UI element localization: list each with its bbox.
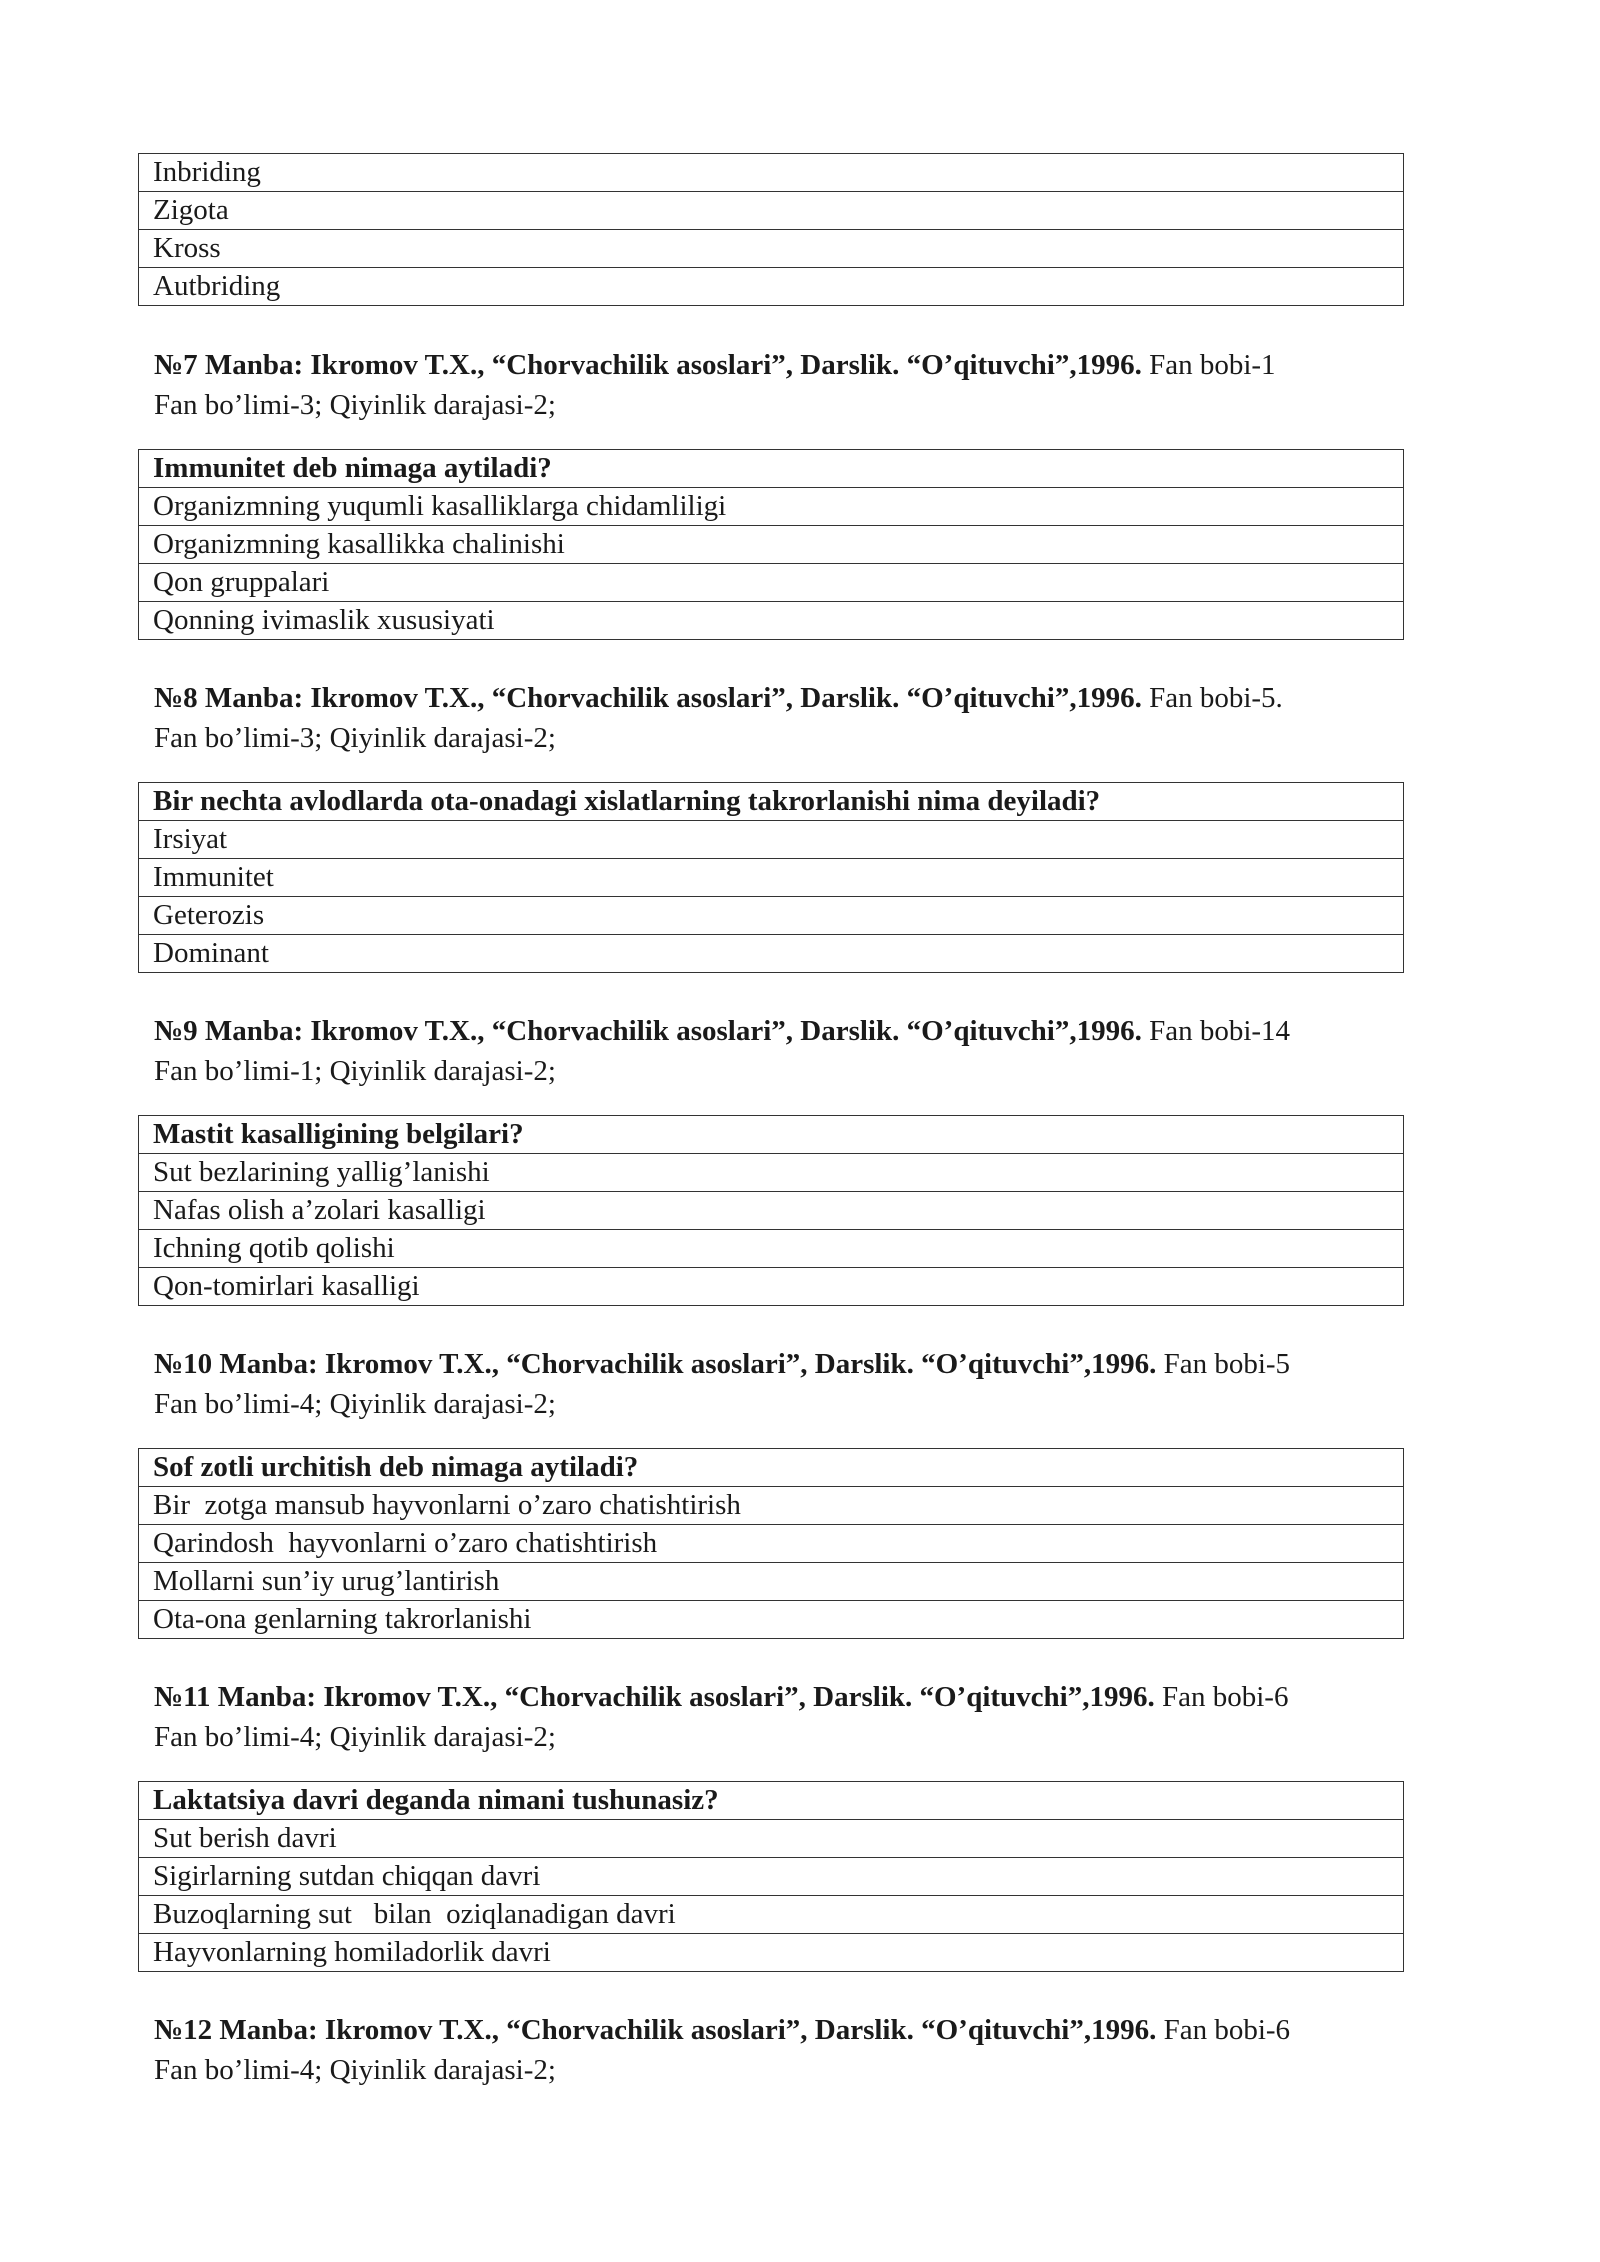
answer-option: Qarindosh hayvonlarni o’zaro chatishtirish (139, 1525, 1404, 1563)
table-row (139, 192, 1404, 230)
table-row (139, 935, 1404, 973)
question-text: Laktatsiya davri deganda nimani tushunasiz? (139, 1782, 1404, 1820)
table-row (139, 1782, 1404, 1820)
table-row (139, 821, 1404, 859)
table-row (139, 1487, 1404, 1525)
source-reference: №7 Manba: Ikromov T.X., “Chorvachilik asoslari”, Darslik. “O’qituvchi”,1996. (154, 349, 1142, 381)
table-row (139, 1896, 1404, 1934)
table-row (139, 783, 1404, 821)
answer-option: Geterozis (139, 897, 1404, 935)
table-row (139, 488, 1404, 526)
table-row (139, 1154, 1404, 1192)
section-details: Fan bo’limi-4; Qiyinlik darajasi-2; (154, 1388, 556, 1420)
table-row (139, 564, 1404, 602)
table-row (139, 526, 1404, 564)
question-meta-12 (154, 2010, 1454, 2090)
table-row (139, 230, 1404, 268)
fan-bobi: Fan bobi-6 (1154, 1681, 1289, 1713)
table-row (139, 602, 1404, 640)
question-text: Sof zotli urchitish deb nimaga aytiladi? (139, 1449, 1404, 1487)
source-line (154, 2010, 1454, 2050)
table-row (139, 1449, 1404, 1487)
question-meta-9 (154, 1011, 1454, 1091)
section-details: Fan bo’limi-1; Qiyinlik darajasi-2; (154, 1055, 556, 1087)
answer-option: Ota-ona genlarning takrorlanishi (139, 1601, 1404, 1639)
answer-option: Qonning ivimaslik xususiyati (139, 602, 1404, 640)
answer-option: Hayvonlarning homiladorlik davri (139, 1934, 1404, 1972)
question-text: Bir nechta avlodlarda ota-onadagi xislatlarning takrorlanishi nima deyiladi? (139, 783, 1404, 821)
answer-option: Organizmning kasallikka chalinishi (139, 526, 1404, 564)
question-meta-11 (154, 1677, 1454, 1757)
question-table-7 (138, 449, 1404, 640)
answer-option: Inbriding (139, 154, 1404, 192)
table-row (139, 1601, 1404, 1639)
table-row (139, 1230, 1404, 1268)
section-details: Fan bo’limi-3; Qiyinlik darajasi-2; (154, 722, 556, 754)
answer-option: Mollarni sun’iy urug’lantirish (139, 1563, 1404, 1601)
table-row (139, 1192, 1404, 1230)
table-row (139, 859, 1404, 897)
question-meta-7 (154, 345, 1454, 425)
answer-option: Organizmning yuqumli kasalliklarga chidamliligi (139, 488, 1404, 526)
question-table-10 (138, 1448, 1404, 1639)
question-text: Immunitet deb nimaga aytiladi? (139, 450, 1404, 488)
question-text: Mastit kasalligining belgilari? (139, 1116, 1404, 1154)
table-row (139, 1525, 1404, 1563)
answer-option: Sut berish davri (139, 1820, 1404, 1858)
source-reference: №8 Manba: Ikromov T.X., “Chorvachilik asoslari”, Darslik. “O’qituvchi”,1996. (154, 682, 1142, 714)
table-row (139, 268, 1404, 306)
answer-option: Qon gruppalari (139, 564, 1404, 602)
section-details: Fan bo’limi-3; Qiyinlik darajasi-2; (154, 389, 556, 421)
table-row (139, 1116, 1404, 1154)
answer-option: Ichning qotib qolishi (139, 1230, 1404, 1268)
table-row (139, 154, 1404, 192)
question-table-11 (138, 1781, 1404, 1972)
answer-option: Irsiyat (139, 821, 1404, 859)
answer-option: Buzoqlarning sut bilan oziqlanadigan davri (139, 1896, 1404, 1934)
answer-option: Autbriding (139, 268, 1404, 306)
answer-option: Sut bezlarining yallig’lanishi (139, 1154, 1404, 1192)
source-line (154, 1677, 1454, 1717)
source-line (154, 345, 1454, 385)
source-line (154, 1011, 1454, 1051)
table-row (139, 897, 1404, 935)
source-reference: №9 Manba: Ikromov T.X., “Chorvachilik asoslari”, Darslik. “O’qituvchi”,1996. (154, 1015, 1142, 1047)
table-row (139, 1934, 1404, 1972)
table-row (139, 450, 1404, 488)
answer-option: Sigirlarning sutdan chiqqan davri (139, 1858, 1404, 1896)
answer-option: Nafas olish a’zolari kasalligi (139, 1192, 1404, 1230)
source-line (154, 1344, 1454, 1384)
table-row (139, 1858, 1404, 1896)
source-reference: №11 Manba: Ikromov T.X., “Chorvachilik asoslari”, Darslik. “O’qituvchi”,1996. (154, 1681, 1155, 1713)
answer-table-prev (138, 153, 1404, 306)
fan-bobi: Fan bobi-5 (1156, 1348, 1291, 1380)
section-details: Fan bo’limi-4; Qiyinlik darajasi-2; (154, 2054, 556, 2086)
section-details: Fan bo’limi-4; Qiyinlik darajasi-2; (154, 1721, 556, 1753)
question-meta-8 (154, 678, 1454, 758)
source-reference: №10 Manba: Ikromov T.X., “Chorvachilik asoslari”, Darslik. “O’qituvchi”,1996. (154, 1348, 1157, 1380)
table-row (139, 1563, 1404, 1601)
table-row (139, 1820, 1404, 1858)
source-line (154, 678, 1454, 718)
answer-option: Bir zotga mansub hayvonlarni o’zaro chatishtirish (139, 1487, 1404, 1525)
question-meta-10 (154, 1344, 1454, 1424)
answer-option: Immunitet (139, 859, 1404, 897)
question-table-9 (138, 1115, 1404, 1306)
fan-bobi: Fan bobi-5. (1141, 682, 1283, 714)
question-table-8 (138, 782, 1404, 973)
source-reference: №12 Manba: Ikromov T.X., “Chorvachilik asoslari”, Darslik. “O’qituvchi”,1996. (154, 2014, 1157, 2046)
answer-option: Kross (139, 230, 1404, 268)
answer-option: Zigota (139, 192, 1404, 230)
fan-bobi: Fan bobi-6 (1156, 2014, 1291, 2046)
answer-option: Qon-tomirlari kasalligi (139, 1268, 1404, 1306)
answer-option: Dominant (139, 935, 1404, 973)
table-row (139, 1268, 1404, 1306)
fan-bobi: Fan bobi-1 (1141, 349, 1276, 381)
fan-bobi: Fan bobi-14 (1141, 1015, 1291, 1047)
